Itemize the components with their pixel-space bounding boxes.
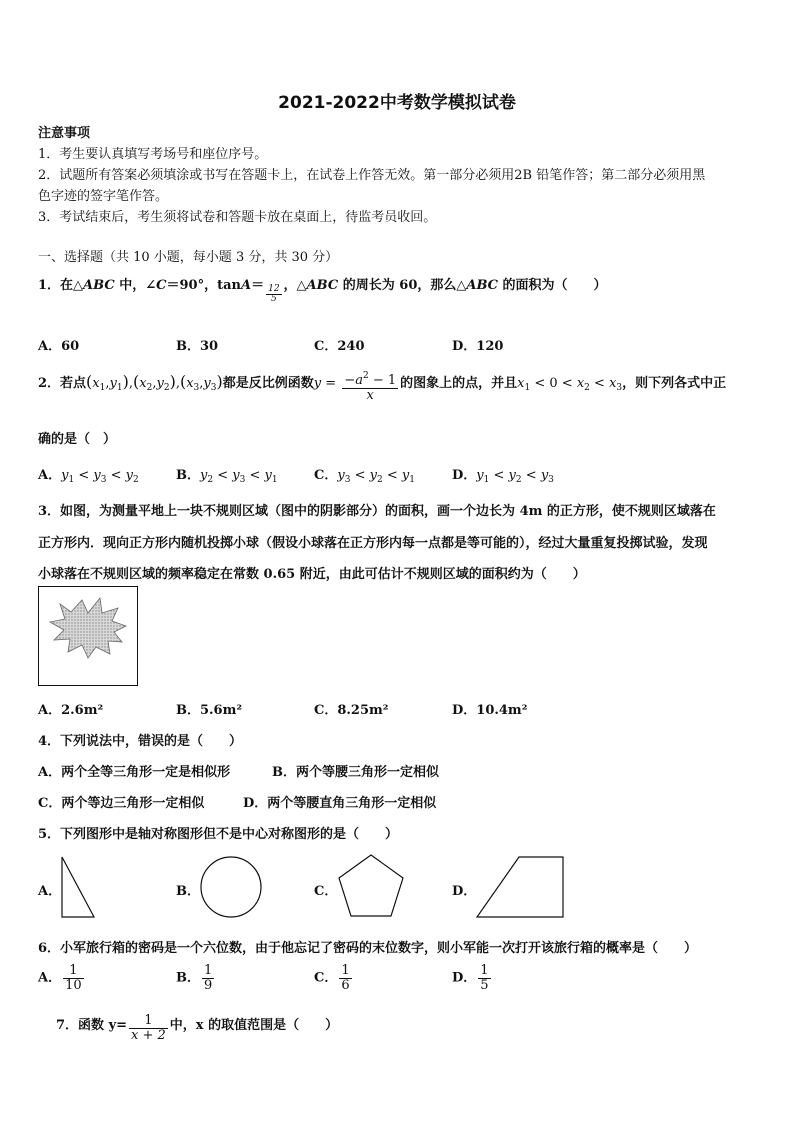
option-c[interactable]: C． xyxy=(314,884,338,899)
question-2-stem-cont: 确的是（ ） xyxy=(38,432,117,447)
question-5-stem: 5．下列图形中是轴对称图形但不是中心对称图形的是（ ） xyxy=(38,827,399,842)
option-a[interactable]: A．60 xyxy=(38,339,80,354)
question-3-stem: 3．如图，为测量平地上一块不规则区域（图中的阴影部分）的面积，画一个边长为 4m 的正方形，使不规则区域落在 xyxy=(38,504,716,519)
option-d[interactable]: D．120 xyxy=(452,339,504,354)
option-d[interactable]: D． xyxy=(452,884,477,899)
option-a[interactable]: A．$y_1 < y_3 < y_2$ xyxy=(38,468,139,485)
option-d[interactable]: D．$y_1 < y_2 < y_3$ xyxy=(452,468,554,485)
question-3-stem: 正方形内．现向正方形内随机投掷小球（假设小球落在正方形内每一点都是等可能的），经过大量重复投掷试验，发现 xyxy=(38,536,708,551)
option-b[interactable]: B．$y_2 < y_3 < y_1$ xyxy=(176,468,278,485)
option-a[interactable]: A．2.6m² xyxy=(38,703,104,718)
option-a[interactable]: A．两个全等三角形一定是相似形 xyxy=(38,765,231,780)
circle-shape xyxy=(199,856,263,920)
option-b[interactable]: B．两个等腰三角形一定相似 xyxy=(272,765,439,780)
inequality-expression: $x_1 < 0 < x_2 < x_3$ xyxy=(517,376,623,393)
pentagon-shape xyxy=(337,853,405,919)
notice-item: 2．试题所有答案必须填涂或书写在答题卡上，在试卷上作答无效。第一部分必须用2B 铅笔作答；第二部分必须用黑 xyxy=(38,168,706,183)
option-c[interactable]: C． $\frac{1}{6}$ xyxy=(314,963,350,993)
option-c[interactable]: C．240 xyxy=(314,339,365,354)
notice-heading: 注意事项 xyxy=(38,126,91,141)
option-d[interactable]: D． $\frac{1}{5}$ xyxy=(452,963,489,993)
question-2-stem: 2．若点$(x_1,y_1),(x_2,y_2),(x_3,y_3)$都是反比例函数y = $\frac{-a^2 - 1}{x}$ 的图象上的点，并且$x_1 < 0 < x_2 < x_3$，则下列各式中正 xyxy=(38,371,727,403)
option-d[interactable]: D．两个等腰直角三角形一定相似 xyxy=(243,796,437,811)
section-heading: 一、选择题（共 10 小题，每小题 3 分，共 30 分） xyxy=(38,250,339,265)
option-b[interactable]: B．30 xyxy=(176,339,219,354)
question-1-stem: 1．在△ABC 中，∠C＝90°，tanA＝ $\frac{12}{5}$ ，△ABC 的周长为 60，那么△ABC 的面积为（ ） xyxy=(38,278,607,304)
option-a[interactable]: A． xyxy=(38,884,62,899)
notice-item: 1．考生要认真填写考场号和座位序号。 xyxy=(38,147,268,162)
question-6-stem: 6．小军旅行箱的密码是一个六位数，由于他忘记了密码的末位数字，则小军能一次打开该旅行箱的概率是（ ） xyxy=(38,941,698,956)
question-3-stem: 小球落在不规则区域的频率稳定在常数 0.65 附近，由此可估计不规则区域的面积约为（ ） xyxy=(38,567,586,582)
option-b[interactable]: B． xyxy=(176,884,200,899)
page-title: 2021-2022中考数学模拟试卷 xyxy=(278,93,516,113)
question-7-stem: 7．函数 y= $\frac{1}{x + 2}$ 中，x 的取值范围是（ ） xyxy=(56,1013,339,1043)
fraction: $\frac{12}{5}$ xyxy=(268,283,280,304)
option-d[interactable]: D．10.4m² xyxy=(452,703,528,718)
option-c[interactable]: C．两个等边三角形一定相似 xyxy=(38,796,205,811)
trapezoid-shape xyxy=(475,855,565,919)
option-c[interactable]: C．8.25m² xyxy=(314,703,389,718)
function-expression: y = $\frac{-a^2 - 1}{x}$ xyxy=(313,371,397,403)
option-c[interactable]: C．$y_3 < y_2 < y_1$ xyxy=(314,468,415,485)
notice-item: 3．考试结束后，考生须将试卷和答题卡放在桌面上，待监考员收回。 xyxy=(38,210,437,225)
option-b[interactable]: B．5.6m² xyxy=(176,703,243,718)
square-figure xyxy=(38,586,138,686)
right-triangle-shape xyxy=(60,855,100,919)
points-expression: $(x_1,y_1),(x_2,y_2),(x_3,y_3)$ xyxy=(86,372,223,393)
notice-item: 色字迹的签字笔作答。 xyxy=(38,189,169,204)
option-a[interactable]: A． $\frac{1}{10}$ xyxy=(38,963,82,993)
question-4-stem: 4．下列说法中，错误的是（ ） xyxy=(38,734,243,749)
option-b[interactable]: B． $\frac{1}{9}$ xyxy=(176,963,213,993)
